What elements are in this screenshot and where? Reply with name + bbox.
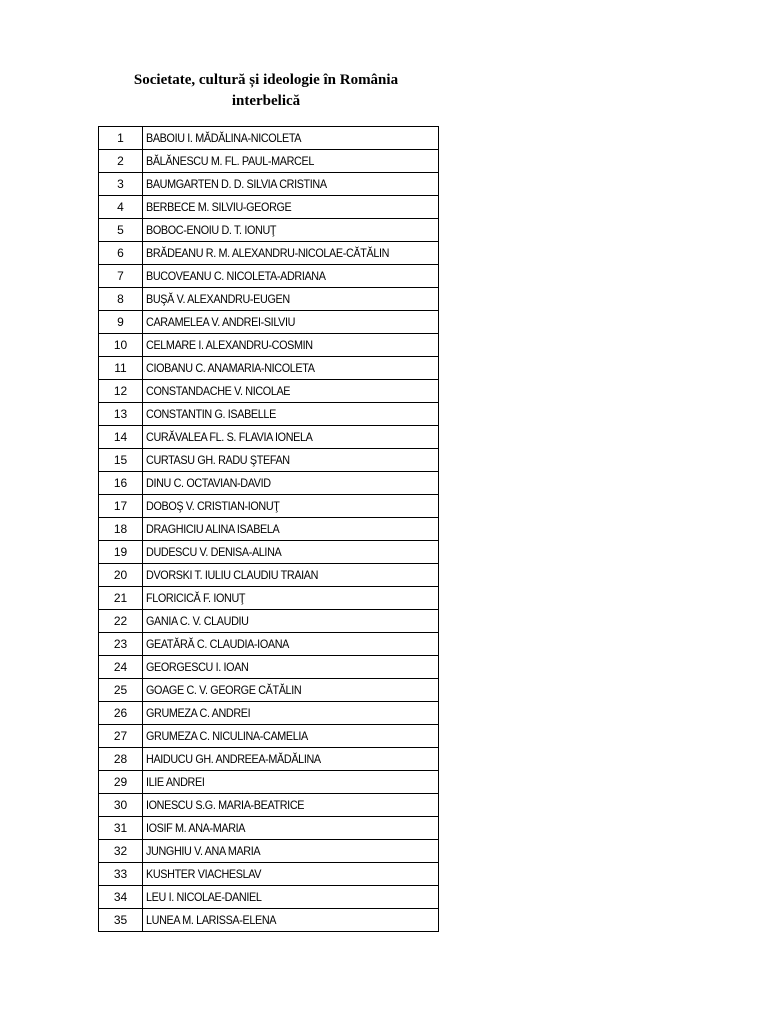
student-name: GEORGESCU I. IOAN <box>146 660 249 674</box>
row-number: 11 <box>99 357 143 380</box>
table-row <box>99 380 439 403</box>
student-name: IONESCU S.G. MARIA-BEATRICE <box>146 798 305 812</box>
page-title <box>98 70 434 112</box>
student-name-cell <box>143 863 439 886</box>
student-name: CURTASU GH. RADU ŞTEFAN <box>146 453 290 467</box>
student-name-cell <box>143 679 439 702</box>
table-row <box>99 449 439 472</box>
student-name: GOAGE C. V. GEORGE CĂTĂLIN <box>146 683 302 697</box>
student-name-cell <box>143 633 439 656</box>
table-row <box>99 219 439 242</box>
row-number: 30 <box>99 794 143 817</box>
table-row <box>99 725 439 748</box>
table-row <box>99 426 439 449</box>
student-list-body <box>99 127 439 932</box>
student-name-cell <box>143 288 439 311</box>
student-name: DRAGHICIU ALINA ISABELA <box>146 522 280 536</box>
table-row <box>99 242 439 265</box>
row-number: 14 <box>99 426 143 449</box>
row-number: 26 <box>99 702 143 725</box>
student-name-cell <box>143 518 439 541</box>
student-name-cell <box>143 449 439 472</box>
student-name: GANIA C. V. CLAUDIU <box>146 614 249 628</box>
row-number: 29 <box>99 771 143 794</box>
student-name: BAUMGARTEN D. D. SILVIA CRISTINA <box>146 177 327 191</box>
table-row <box>99 334 439 357</box>
student-name-cell <box>143 541 439 564</box>
student-name: BRĂDEANU R. M. ALEXANDRU-NICOLAE-CĂTĂLIN <box>146 246 390 260</box>
student-name-cell <box>143 127 439 150</box>
student-name: GRUMEZA C. ANDREI <box>146 706 251 720</box>
row-number: 4 <box>99 196 143 219</box>
student-name-cell <box>143 564 439 587</box>
student-name-cell <box>143 242 439 265</box>
student-name: CONSTANTIN G. ISABELLE <box>146 407 276 421</box>
row-number: 3 <box>99 173 143 196</box>
table-row <box>99 196 439 219</box>
table-row <box>99 817 439 840</box>
student-name: DOBOŞ V. CRISTIAN-IONUŢ <box>146 499 280 513</box>
student-name: KUSHTER VIACHESLAV <box>146 867 262 881</box>
student-name: BOBOC-ENOIU D. T. IONUŢ <box>146 223 277 237</box>
table-row <box>99 518 439 541</box>
row-number: 18 <box>99 518 143 541</box>
table-row <box>99 840 439 863</box>
row-number: 33 <box>99 863 143 886</box>
row-number: 24 <box>99 656 143 679</box>
row-number: 10 <box>99 334 143 357</box>
row-number: 22 <box>99 610 143 633</box>
student-name: CIOBANU C. ANAMARIA-NICOLETA <box>146 361 315 375</box>
row-number: 21 <box>99 587 143 610</box>
table-row <box>99 656 439 679</box>
row-number: 35 <box>99 909 143 932</box>
row-number: 19 <box>99 541 143 564</box>
table-row <box>99 311 439 334</box>
student-name: ILIE ANDREI <box>146 775 205 789</box>
row-number: 15 <box>99 449 143 472</box>
student-name-cell <box>143 265 439 288</box>
student-name: CELMARE I. ALEXANDRU-COSMIN <box>146 338 313 352</box>
student-name: GRUMEZA C. NICULINA-CAMELIA <box>146 729 308 743</box>
row-number: 23 <box>99 633 143 656</box>
student-name: CURĂVALEA FL. S. FLAVIA IONELA <box>146 430 313 444</box>
row-number: 12 <box>99 380 143 403</box>
table-row <box>99 794 439 817</box>
row-number: 32 <box>99 840 143 863</box>
student-name: LUNEA M. LARISSA-ELENA <box>146 913 277 927</box>
student-name: BABOIU I. MĂDĂLINA-NICOLETA <box>146 131 302 145</box>
table-row <box>99 564 439 587</box>
title-line-1: Societate, cultură și ideologie în România <box>133 72 399 88</box>
student-name-cell <box>143 426 439 449</box>
table-row <box>99 748 439 771</box>
student-name-cell <box>143 725 439 748</box>
student-list-table <box>98 126 439 932</box>
student-name-cell <box>143 150 439 173</box>
table-row <box>99 127 439 150</box>
table-row <box>99 541 439 564</box>
student-name: IOSIF M. ANA-MARIA <box>146 821 246 835</box>
table-row <box>99 633 439 656</box>
student-name-cell <box>143 495 439 518</box>
student-name: DINU C. OCTAVIAN-DAVID <box>146 476 271 490</box>
table-row <box>99 265 439 288</box>
table-row <box>99 173 439 196</box>
student-name-cell <box>143 610 439 633</box>
student-name-cell <box>143 380 439 403</box>
row-number: 28 <box>99 748 143 771</box>
student-name-cell <box>143 702 439 725</box>
row-number: 16 <box>99 472 143 495</box>
student-name-cell <box>143 403 439 426</box>
row-number: 2 <box>99 150 143 173</box>
student-name: BUCOVEANU C. NICOLETA-ADRIANA <box>146 269 326 283</box>
table-row <box>99 587 439 610</box>
table-row <box>99 357 439 380</box>
student-name-cell <box>143 794 439 817</box>
student-name-cell <box>143 472 439 495</box>
row-number: 5 <box>99 219 143 242</box>
row-number: 25 <box>99 679 143 702</box>
row-number: 6 <box>99 242 143 265</box>
table-row <box>99 886 439 909</box>
row-number: 7 <box>99 265 143 288</box>
student-name-cell <box>143 196 439 219</box>
table-row <box>99 150 439 173</box>
student-name-cell <box>143 357 439 380</box>
student-name: BERBECE M. SILVIU-GEORGE <box>146 200 292 214</box>
student-name: DVORSKI T. IULIU CLAUDIU TRAIAN <box>146 568 319 582</box>
student-name-cell <box>143 886 439 909</box>
student-name-cell <box>143 771 439 794</box>
row-number: 8 <box>99 288 143 311</box>
table-row <box>99 403 439 426</box>
row-number: 20 <box>99 564 143 587</box>
student-name-cell <box>143 334 439 357</box>
student-name-cell <box>143 840 439 863</box>
student-name: LEU I. NICOLAE-DANIEL <box>146 890 262 904</box>
student-name: FLORICICĂ F. IONUŢ <box>146 591 246 605</box>
student-name-cell <box>143 817 439 840</box>
table-row <box>99 771 439 794</box>
student-name: CARAMELEA V. ANDREI-SILVIU <box>146 315 296 329</box>
table-row <box>99 702 439 725</box>
student-name: GEATĂRĂ C. CLAUDIA-IOANA <box>146 637 289 651</box>
row-number: 27 <box>99 725 143 748</box>
table-row <box>99 495 439 518</box>
row-number: 13 <box>99 403 143 426</box>
row-number: 9 <box>99 311 143 334</box>
table-row <box>99 610 439 633</box>
student-name-cell <box>143 311 439 334</box>
student-name-cell <box>143 748 439 771</box>
row-number: 17 <box>99 495 143 518</box>
table-row <box>99 863 439 886</box>
table-row <box>99 679 439 702</box>
title-line-2: interbelică <box>231 93 301 109</box>
student-name-cell <box>143 219 439 242</box>
student-name: DUDESCU V. DENISA-ALINA <box>146 545 282 559</box>
table-row <box>99 909 439 932</box>
row-number: 34 <box>99 886 143 909</box>
student-name: BĂLĂNESCU M. FL. PAUL-MARCEL <box>146 154 314 168</box>
student-name-cell <box>143 909 439 932</box>
student-name: BUŞĂ V. ALEXANDRU-EUGEN <box>146 292 290 306</box>
student-name: HAIDUCU GH. ANDREEA-MĂDĂLINA <box>146 752 321 766</box>
student-name-cell <box>143 173 439 196</box>
student-name: JUNGHIU V. ANA MARIA <box>146 844 261 858</box>
student-name-cell <box>143 656 439 679</box>
table-row <box>99 288 439 311</box>
row-number: 31 <box>99 817 143 840</box>
student-name-cell <box>143 587 439 610</box>
student-name: CONSTANDACHE V. NICOLAE <box>146 384 291 398</box>
row-number: 1 <box>99 127 143 150</box>
table-row <box>99 472 439 495</box>
